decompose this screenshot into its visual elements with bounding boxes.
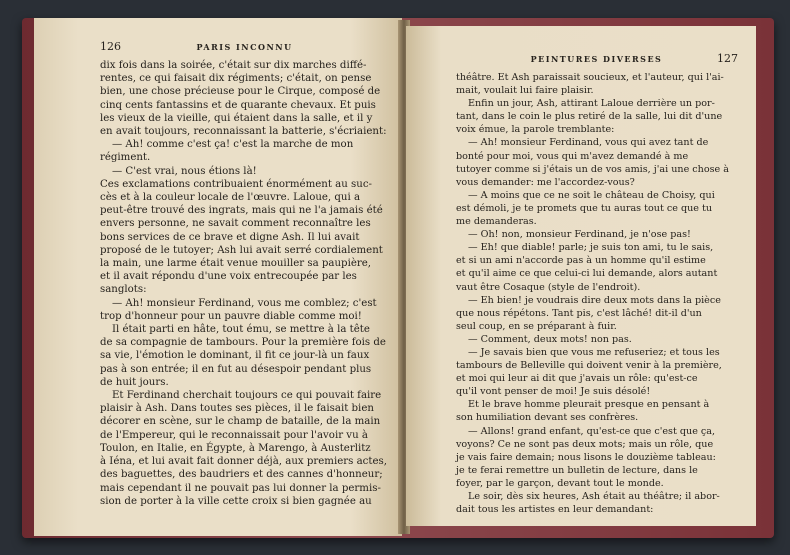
text-line: Enfin un jour, Ash, attirant Laloue derrière un por- — [468, 98, 715, 110]
text-line: Et le brave homme pleurait presque en pensant à — [468, 399, 710, 411]
text-line: sa vie, l'émotion le dominant, il fit ce jour-là un faux — [100, 350, 370, 362]
left-page-text — [100, 59, 388, 508]
text-line: voix émue, la parole tremblante: — [456, 124, 615, 136]
right-page-header — [456, 52, 738, 65]
text-line: régiment. — [100, 152, 151, 164]
text-line: — Je savais bien que vous me refuseriez; et tous les — [468, 346, 720, 358]
text-line: et il avait répondu d'une voix entrecoupée par les — [100, 271, 357, 283]
right-page-number: 127 — [716, 52, 738, 65]
text-line: et si un ami n'accorde pas à un homme qu'il estime — [456, 255, 706, 267]
text-line: en avait toujours, reconnaissant la batterie, s'écriaient: — [100, 126, 387, 138]
text-line: et qu'il aime ce que celui-ci lui demande, alors autant — [456, 268, 718, 280]
text-line: peut-être trouvé des ingrats, mais qui ne l'a jamais été — [100, 205, 383, 217]
text-line: je vais faire demain; nous lisons le douzième tableau: — [456, 451, 716, 463]
text-line: mais cependant il ne pouvait pas lui donner la permis- — [100, 482, 381, 494]
text-line: la main, une larme était venue mouiller sa paupière, — [100, 258, 371, 270]
text-line: trop d'honneur pour un pauvre diable comme moi! — [100, 310, 362, 322]
text-line: théâtre. Et Ash paraissait soucieux, et l'auteur, qui l'ai- — [456, 72, 724, 83]
left-page — [34, 18, 402, 536]
text-line: mait, voulait lui faire plaisir. — [456, 85, 594, 97]
text-line: tutoyer comme si j'étais un de vos amis, j'ai une chose à — [456, 163, 730, 175]
text-line: vaut être Cosaque (style de l'endroit). — [456, 281, 641, 293]
text-line: cinq cents fantassins et de quarante chevaux. Et puis — [100, 99, 376, 111]
text-line: — Ah! monsieur Ferdinand, vous qui avez tant de — [468, 137, 709, 149]
text-line: — Ah! comme c'est ça! c'est la marche de mon — [112, 139, 354, 151]
text-line: qu'il vont penser de moi! Je suis désolé! — [456, 386, 651, 398]
text-line: Le soir, dès six heures, Ash était au théâtre; il abor- — [468, 491, 720, 502]
text-line: — Ah! monsieur Ferdinand, vous me comblez; c'est — [112, 297, 377, 309]
text-line: que nous répétons. Tant pis, c'est lâché! dit-il d'un — [456, 307, 702, 319]
text-line: de huit jours. — [100, 376, 169, 388]
text-line: sion de porter à la ville cette croix si bien gagnée au — [100, 495, 372, 507]
left-page-header — [100, 40, 388, 53]
text-line: bonté pour moi, vous qui m'avez demandé à me — [456, 150, 689, 162]
text-line: pas à son entrée; il en fut au désespoir pendant plus — [100, 363, 372, 375]
text-line: bons services de ce brave et digne Ash. Il lui avait — [100, 231, 360, 243]
text-line: seul coup, en se préparant à fuir. — [456, 320, 617, 332]
text-line: de l'Empereur, qui le reconnaissait pour l'avoir vu à — [100, 429, 368, 441]
text-line: proposé de le tutoyer; Ash lui avait serré cordialement — [100, 244, 383, 256]
text-line: — Eh! que diable! parle; je suis ton ami, tu le sais, — [468, 242, 714, 254]
text-line: Et Ferdinand cherchait toujours ce qui pouvait faire — [112, 390, 382, 402]
text-line: — Comment, deux mots! non pas. — [468, 333, 632, 345]
text-line: dix fois dans la soirée, c'était sur dix marches diffé- — [100, 60, 367, 71]
text-line: Il était parti en hâte, tout ému, se mettre à la tête — [112, 324, 370, 336]
text-line: plaisir à Ash. Dans toutes ses pièces, il le faisait bien — [100, 403, 374, 415]
text-line: Toulon, en Italie, en Égypte, à Marengo, à Austerlitz — [100, 442, 371, 454]
text-line: est démoli, je te promets que tu auras tout ce que tu — [456, 202, 713, 214]
text-line: bien, une chose précieuse pour le Cirque, composé de — [100, 86, 381, 98]
text-line: — Eh bien! je voudrais dire deux mots dans la pièce — [468, 294, 721, 306]
text-line: vous demander: me l'accordez-vous? — [456, 176, 635, 188]
text-line: — Oh! non, monsieur Ferdinand, je n'ose pas! — [468, 229, 691, 241]
text-line: dait tous les artistes en leur demandant: — [456, 504, 654, 516]
text-line: son humiliation devant ses confrères. — [456, 412, 639, 424]
text-line: — C'est vrai, nous étions là! — [112, 165, 257, 177]
text-line: décorer en scène, sur le champ de bataille, de la main — [100, 416, 381, 428]
text-line: voyons? Ce ne sont pas deux mots; mais un rôle, que — [456, 438, 714, 450]
text-line: envers personne, ne savait comment reconnaître les — [100, 218, 371, 230]
text-line: cès et à la couleur locale de l'œuvre. Laloue, qui a — [100, 192, 361, 204]
text-line: de sa compagnie de tambours. Pour la première fois de — [100, 337, 386, 349]
text-line: je te ferai remettre un bulletin de lecture, dans le — [456, 464, 698, 476]
text-line: — Allons! grand enfant, qu'est-ce que c'est que ça, — [468, 425, 716, 437]
left-running-head: PARIS INCONNU — [196, 42, 293, 52]
text-line: sanglots: — [100, 284, 147, 296]
text-line: rentes, ce qui faisait dix régiments; c'était, on pense — [100, 73, 372, 85]
text-line: des baguettes, des baudriers et des cannes d'honneur; — [100, 469, 383, 481]
left-page-number: 126 — [100, 40, 121, 53]
text-line: les vieux de la vieille, qui étaient dans la salle, et il y — [100, 112, 373, 124]
right-running-head: PEINTURES DIVERSES — [530, 54, 663, 64]
right-page-text — [456, 71, 738, 516]
right-page — [406, 26, 756, 526]
text-line: tant, dans le coin le plus retiré de la salle, lui dit d'une — [456, 111, 723, 123]
text-line: tambours de Belleville qui doivent venir à la première, — [456, 360, 722, 372]
text-line: et moi qui leur ai dit que j'avais un rôle: qu'est-ce — [456, 373, 698, 385]
text-line: foyer, par le garçon, devant tout le monde. — [456, 477, 664, 489]
text-line: — A moins que ce ne soit le château de Choisy, qui — [468, 189, 715, 201]
text-line: à Iéna, et lui avait fait donner déjà, aux premiers actes, — [100, 456, 387, 468]
text-line: Ces exclamations contribuaient énormément au suc- — [100, 178, 372, 190]
text-line: me demanderas. — [456, 216, 537, 228]
